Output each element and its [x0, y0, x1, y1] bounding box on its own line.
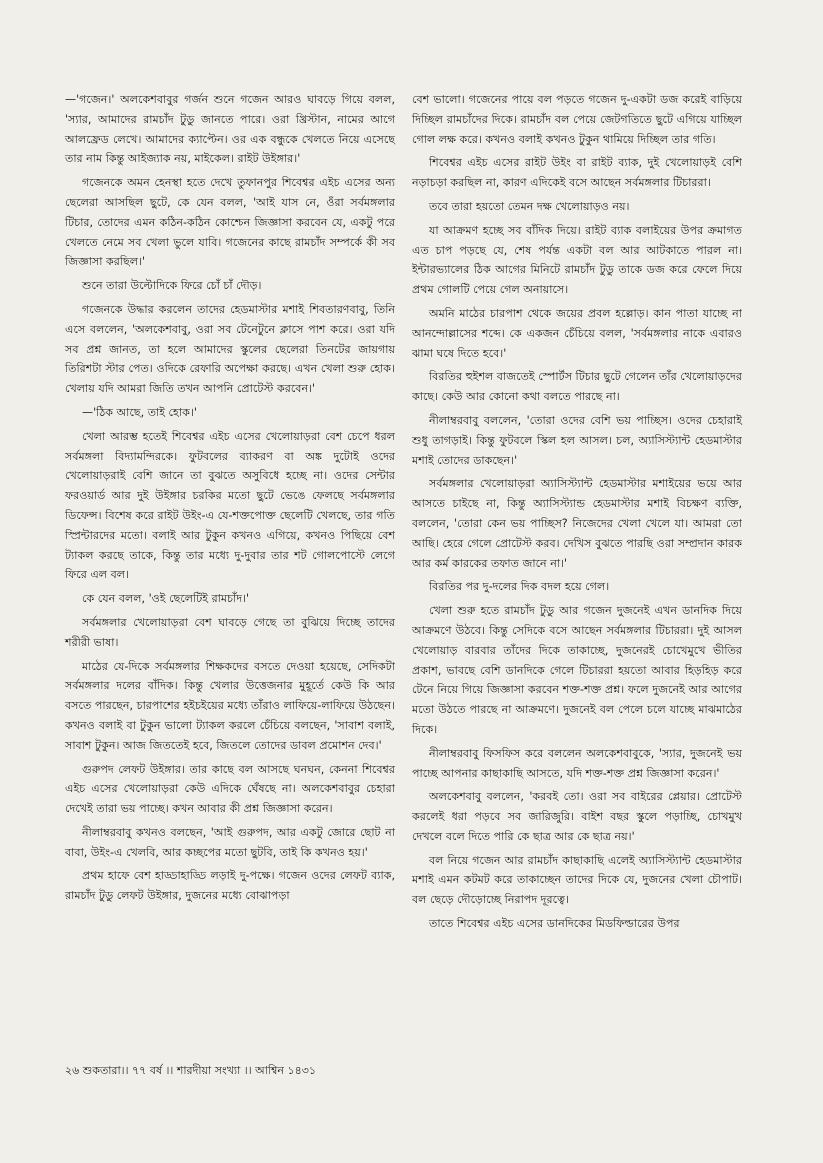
- paragraph: তবে তারা হয়তো তেমন দক্ষ খেলোয়াড়ও নয়।: [429, 199, 630, 213]
- paragraph: সর্বমঙ্গলার খেলোয়াড়রা অ্যাসিস্ট্যান্ট হেডমাস্টার মশাইয়ের ভয়ে আর আসতে চাইছে না, কিন্তু অ্যাসিস্ট্যান্ড হেডমাস্টার মশাই বিচক্ষণ ব্যক্তি, বললেন, 'তোরা কেন ভয় পাচ্ছিস? নিজেদের খেলা খেলে যা। আমরা তো আছি। হেরে গেলে প্রোটেস্ট করব। দেখিস বুঝতে পারছি ওরা সম্প্রদান কারক আর কর্ম কারকের তফাত জানে না।': [412, 477, 742, 570]
- paragraph: গুরুপদ লেফট উইঙ্গার। তার কাছে বল আসছে ঘনঘন, কেননা শিবেশ্বর এইচ এসের খেলোয়াড়রা কেউ এদিকে ঘেঁষছে না। অলকেশবাবুর চেহারা দেখেই তারা ভয় পাচ্ছে। কখন আবার কী প্রশ্ন জিজ্ঞাসা করেন।: [65, 762, 395, 816]
- paragraph: মাঠের যে-দিকে সর্বমঙ্গলার শিক্ষকদের বসতে দেওয়া হয়েছে, সেদিকটা সর্বমঙ্গলার দলের বাঁদিক। কিন্তু খেলার উত্তেজনার মুহূর্তে কেউ কি আর বসতে পারছেন, চারপাশের হইচইয়ের মধ্যে তাঁরাও লাফিয়ে-লাফিয়ে উঠছেন। কখনও বলাই বা টুকুন ভালো ট্যাকল করলে চেঁচিয়ে বলছেন, 'সাবাশ বলাই, সাবাশ টুকুন। আজ জিততেই হবে, জিতলে তোদের ডাবল প্রমোশন দেব।': [65, 659, 395, 752]
- paragraph: গজেনকে অমন হেনস্থা হতে দেখে তুফানপুর শিবেশ্বর এইচ এসের অন্য ছেলেরা আসছিল ছুটে, কে যেন বলল, 'আই যাস নে, ওঁরা সর্বমঙ্গলার টিচার, তোদের এমন কঠিন-কঠিন কোশ্চেন জিজ্ঞাসা করবেন যে, একটু পরে খেলতে নেমে সব খেলা ভুলে যাবি। গজেনের কাছে রামচাঁদ সম্পর্কে কী সব জিজ্ঞাসা করছিল।': [65, 176, 395, 269]
- paragraph: বল নিয়ে গজেন আর রামচাঁদ কাছাকাছি এলেই অ্যাসিস্ট্যান্ট হেডমাস্টার মশাই এমন কটমট করে তাকাচ্ছেন তাদের দিকে যে, দুজনের খেলা চৌপাট। বল ছেড়ে দৌড়োচ্ছে নিরাপদ দূরত্বে।: [412, 853, 742, 907]
- paragraph: বিরতির হুইশল বাজতেই স্পোর্টস টিচার ছুটে গেলেন তাঁর খেলোয়াড়দের কাছে। কেউ আর কোনো কথা বলতে পারছে না।: [412, 370, 742, 404]
- paragraph: নীলাম্বরবাবু কখনও বলছেন, 'আই গুরুপদ, আর একটু জোরে ছোট না বাবা, উইং-এ খেলবি, আর কচ্ছপের মতো ছুটবি, তাই কি কখনও হয়।': [65, 825, 395, 859]
- paragraph: যা আক্রমণ হচ্ছে সব বাঁদিক দিয়ে। রাইট ব্যাক বলাইয়ের উপর ক্রমাগত এত চাপ পড়ছে যে, শেষ পর্যন্ত একটা বল আর আটকাতে পারল না। ইন্টারভ্যালের ঠিক আগের মিনিটে রামচাঁদ টুডু তাকে ডজ করে ফেলে দিয়ে প্রথম গোলটি পেয়ে গেল অনায়াসে।: [412, 223, 742, 297]
- paragraph: বিরতির পর দু-দলের দিক বদল হয়ে গেল।: [429, 580, 610, 594]
- paragraph: খেলা শুরু হতে রামচাঁদ টুডু আর গজেন দুজনেই এখন ডানদিক দিয়ে আক্রমণে উঠবে। কিন্তু সেদিকে বসে আছেন সর্বমঙ্গলার টিচাররা। দুই আসল খেলোয়াড় বারবার তাঁদের দিকে তাকাচ্ছে, দুজনেরই চোখেমুখে ভীতির প্রকাশ, ভাবছে বেশি ডানদিকে গেলে টিচাররা হয়তো আবার হিড়হিড় করে টেনে নিয়ে গিয়ে জিজ্ঞাসা করবেন শক্ত-শক্ত প্রশ্ন। ফলে দুজনেই আর আগের মতো উঠতে পারছে না আক্রমণে। দুজনেই বল পেলে চলে যাচ্ছে মাঝমাঠের দিকে।: [412, 604, 742, 736]
- page-footer: ২৬ শুকতারা।। ৭৭ বর্ষ ।। শারদীয়া সংখ্যা ।। আশ্বিন ১৪৩১: [65, 1064, 317, 1077]
- paragraph: বেশ ভালো। গজেনের পায়ে বল পড়তে গজেন দু-একটা ডজ করেই বাড়িয়ে দিচ্ছিল রামচাঁদের দিকে। রামচাঁদ বল পেয়ে জেটগতিতে ছুটে এগিয়ে যাচ্ছিল গোল লক্ষ করে। কখনও বলাই কখনও টুকুন থামিয়ে দিচ্ছিল তার গতি।: [412, 93, 742, 146]
- paragraph: —'গজেন।' অলকেশবাবুর গর্জন শুনে গজেন আরও ঘাবড়ে গিয়ে বলল, 'স্যার, আমাদের রামচাঁদ টুডু জানতে পারে। ওরা খ্রিস্টান, নামের আগে আলফ্রেড লেখে। আমাদের ক্যাপ্টেন। ওর এক বন্ধুকে খেলতে নিয়ে এসেছে তার নাম কিন্তু আইজ্যাক নয়, মাইকেল। রাইট উইঙ্গার।': [65, 93, 395, 166]
- paragraph: অলকেশবাবু বললেন, 'করবই তো। ওরা সব বাইরের প্লেয়ার। প্রোটেস্ট করলেই ধরা পড়বে সব জারিজুরি। বাইশ বছর স্কুলে পড়াচ্ছি, চোখমুখ দেখলে বলে দিতে পারি কে ছাত্র আর কে ছাত্র নয়।': [412, 790, 742, 843]
- paragraph: অমনি মাঠের চারপাশ থেকে জয়ের প্রবল হল্লোড়। কান পাতা যাচ্ছে না আনন্দোল্লাসের শব্দে। কে একজন চেঁচিয়ে বলল, 'সর্বমঙ্গলার নাকে এবারও ঝামা ঘষে দিতে হবে।': [412, 306, 742, 360]
- paragraph: গজেনকে উদ্ধার করলেন তাদের হেডমাস্টার মশাই শিবতারণবাবু, তিনি এসে বললেন, 'অলকেশবাবু, ওরা সব টেনেটুনে ক্লাসে পাশ করে। ওরা যদি সব প্রশ্ন জানত, তা হলে আমাদের স্কুলের ছেলেরা তিনটের জায়গায় তিরিশটা স্টার পেত। ওদিকে রেফারি অপেক্ষা করছে। এখন খেলা শুরু হোক। খেলায় যদি আমরা জিতি তখন আপনি প্রোটেস্ট করবেন।': [65, 302, 395, 396]
- right-text-column: [412, 90, 742, 938]
- paragraph: শুনে তারা উল্টোদিকে ফিরে চোঁ চাঁ দৌড়।: [82, 279, 262, 293]
- paragraph: প্রথম হাফে বেশ হাড্ডাহাড্ডি লড়াই দু-পক্ষে। গজেন ওদের লেফট ব্যাক, রামচাঁদ টুডু লেফট উইঙ্গার, দুজনের মধ্যে বোঝাপড়া: [65, 869, 395, 903]
- paragraph: শিবেশ্বর এইচ এসের রাইট উইং বা রাইট ব্যাক, দুই খেলোয়াড়ই বেশি নড়াচড়া করছিল না, কারণ এদিকেই বসে আছেন সর্বমঙ্গলার টিচাররা।: [412, 156, 742, 190]
- paragraph: সর্বমঙ্গলার খেলোয়াড়রা বেশ ঘাবড়ে গেছে তা বুঝিয়ে দিচ্ছে তাদের শরীরী ভাষা।: [65, 615, 395, 649]
- left-text-column: [65, 90, 395, 910]
- paragraph: কে যেন বলল, 'ওই ছেলেটিই রামচাঁদ।': [82, 592, 250, 606]
- paragraph: নীলাম্বরবাবু ফিসফিস করে বললেন অলকেশবাবুকে, 'স্যার, দুজনেই ভয় পাচ্ছে আপনার কাছাকাছি আসতে, যদি শক্ত-শক্ত প্রশ্ন জিজ্ঞাসা করেন।': [412, 746, 742, 780]
- paragraph: খেলা আরম্ভ হতেই শিবেশ্বর এইচ এসের খেলোয়াড়রা বেশ চেপে ধরল সর্বমঙ্গলা বিদ্যামন্দিরকে। ফুটবলের ব্যাকরণ বা অঙ্ক দুটোই ওদের খেলোয়াড়রাই বেশি জানে তা বুঝতে অসুবিধে হচ্ছে না। ওদের সেন্টার ফরওয়ার্ড আর দুই উইঙ্গার চরকির মতো ছুটে ভেঙে ফেলছে সর্বমঙ্গলার ডিফেন্স। বিশেষ করে রাইট উইং-এ যে-শক্তপোক্ত ছেলেটি খেলছে, তার গতি স্প্রিন্টারদের মতো। বলাই আর টুকুন কখনও এগিয়ে, কখনও পিছিয়ে বেশ ট্যাকল করছে তাকে, কিন্তু তার মধ্যে দু-দুবার তার শট গোলপোস্টে লেগে ফিরে এল বল।: [65, 429, 395, 582]
- paragraph: —'ঠিক আছে, তাই হোক।': [82, 405, 197, 419]
- paragraph: তাতে শিবেশ্বর এইচ এসের ডানদিকের মিডফিল্ডারের উপর: [429, 917, 680, 931]
- paragraph: নীলাম্বরবাবু বললেন, 'তোরা ওদের বেশি ভয় পাচ্ছিস। ওদের চেহারাই শুধু তাগড়াই। কিন্তু ফুটবলে স্কিল হল আসল। চল, অ্যাসিস্ট্যান্ট হেডমাস্টার মশাই তোদের ডাকছেন।': [412, 413, 742, 467]
